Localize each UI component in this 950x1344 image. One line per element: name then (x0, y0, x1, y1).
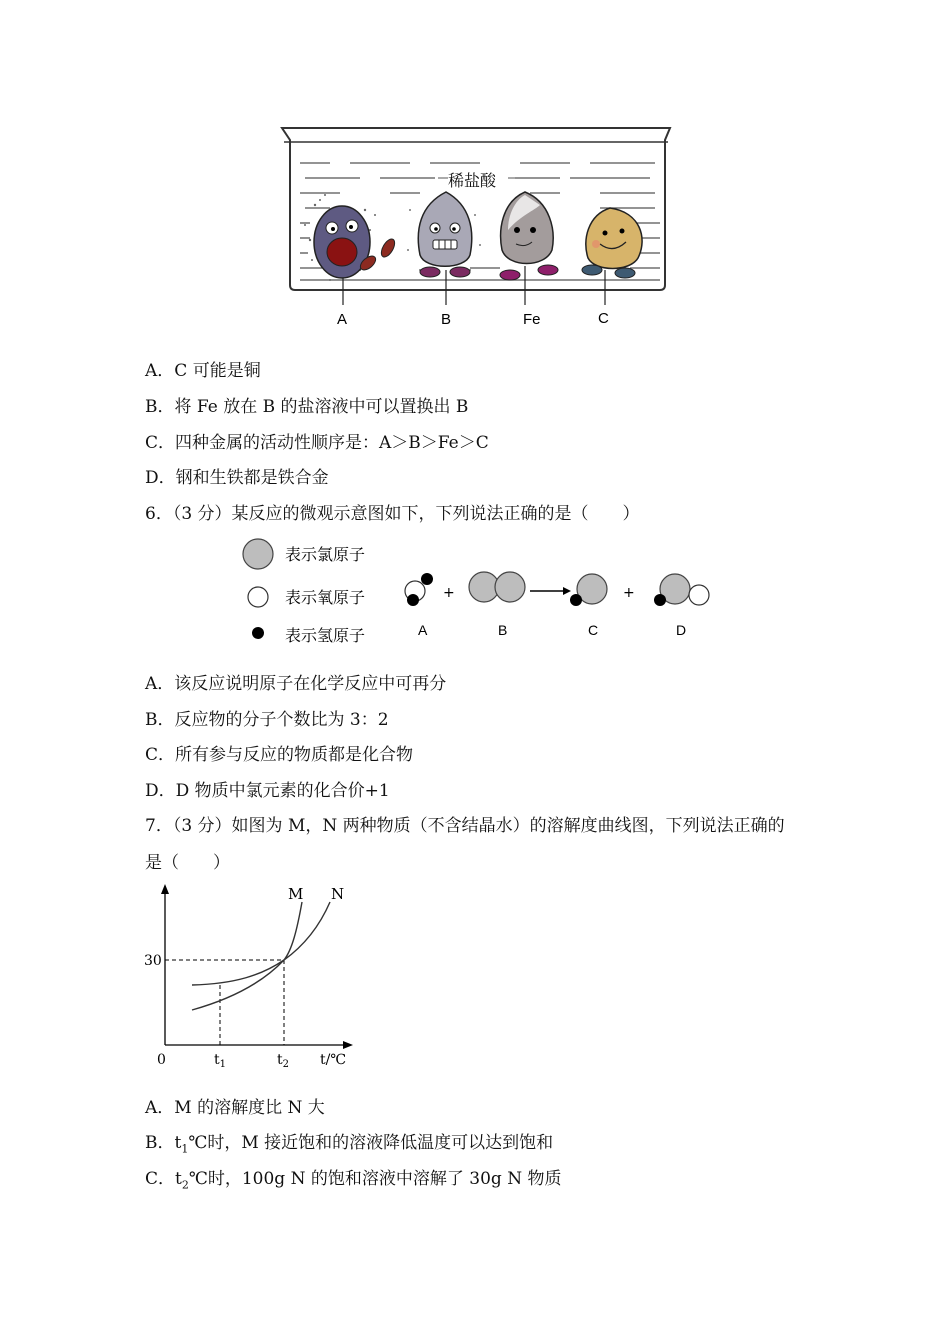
label-c: C (598, 310, 609, 327)
legend-chlorine-icon (243, 539, 273, 569)
q5-option-b: B．将 Fe 放在 B 的盐溶液中可以置换出 B (145, 397, 469, 417)
label-fe: Fe (523, 311, 541, 328)
molecule-label-a: A (418, 622, 428, 638)
q5-option-a: A．C 可能是铜 (145, 361, 261, 381)
t2-label: $t_2$ (277, 1052, 290, 1070)
molecule-c (570, 574, 607, 606)
q7-option-b: B．$t_1℃$时，M 接近饱和的溶液降低温度可以达到饱和 (145, 1133, 554, 1156)
curve-n (192, 902, 330, 985)
curve-m-label: M (288, 885, 304, 903)
q7-stem-line1: 7．（3 分）如图为 M，N 两种物质（不含结晶水）的溶解度曲线图，下列说法正确的 (145, 816, 785, 836)
reaction-diagram (230, 535, 730, 650)
q5-option-c: C．四种金属的活动性顺序是：A＞B＞Fe＞C (145, 433, 489, 453)
curve-m (192, 902, 302, 1010)
x-axis-arrow (343, 1041, 353, 1049)
q7-option-c: C．$t_2℃$时，100g N 的饱和溶液中溶解了 30g N 物质 (145, 1169, 562, 1192)
q6-option-b: B．反应物的分子个数比为 3：2 (145, 710, 389, 730)
reaction-arrow (530, 587, 571, 595)
q7-option-a: A．M 的溶解度比 N 大 (145, 1098, 325, 1118)
q6-stem: 6．（3 分）某反应的微观示意图如下，下列说法正确的是（ ） (145, 504, 640, 524)
molecule-d (654, 574, 709, 606)
molecule-label-d: D (676, 622, 687, 638)
molecule-b (469, 572, 525, 602)
legend-hydrogen-icon (252, 627, 264, 639)
molecule-label-b: B (498, 622, 508, 638)
q6-option-d: D．D 物质中氯元素的化合价+1 (145, 781, 390, 801)
q6-option-c: C．所有参与反应的物质都是化合物 (145, 745, 414, 765)
x-axis-label: t/℃ (320, 1052, 347, 1068)
label-b: B (441, 311, 452, 328)
beaker-figure (270, 120, 690, 335)
molecule-label-c: C (588, 622, 599, 638)
legend-oxygen-icon (248, 587, 268, 607)
plus-2: + (623, 585, 635, 601)
q6-option-a: A．该反应说明原子在化学反应中可再分 (145, 674, 447, 694)
solubility-graph (140, 880, 370, 1075)
plus-1: + (443, 585, 455, 601)
molecule-a (405, 573, 433, 606)
curve-n-label: N (331, 885, 345, 903)
legend-chlorine-text: 表示氯原子 (285, 545, 366, 564)
y-tick-30: 30 (144, 953, 162, 969)
q5-option-d: D．钢和生铁都是铁合金 (145, 468, 329, 488)
origin-label: 0 (157, 1052, 166, 1068)
y-axis-arrow (161, 884, 169, 894)
label-a: A (337, 311, 348, 328)
t1-label: $t_1$ (214, 1052, 227, 1070)
legend-oxygen-text: 表示氧原子 (285, 588, 366, 607)
legend-hydrogen-text: 表示氢原子 (285, 626, 366, 645)
q7-stem-line2: 是（ ） (145, 853, 230, 873)
acid-label: 稀盐酸 (448, 171, 497, 190)
